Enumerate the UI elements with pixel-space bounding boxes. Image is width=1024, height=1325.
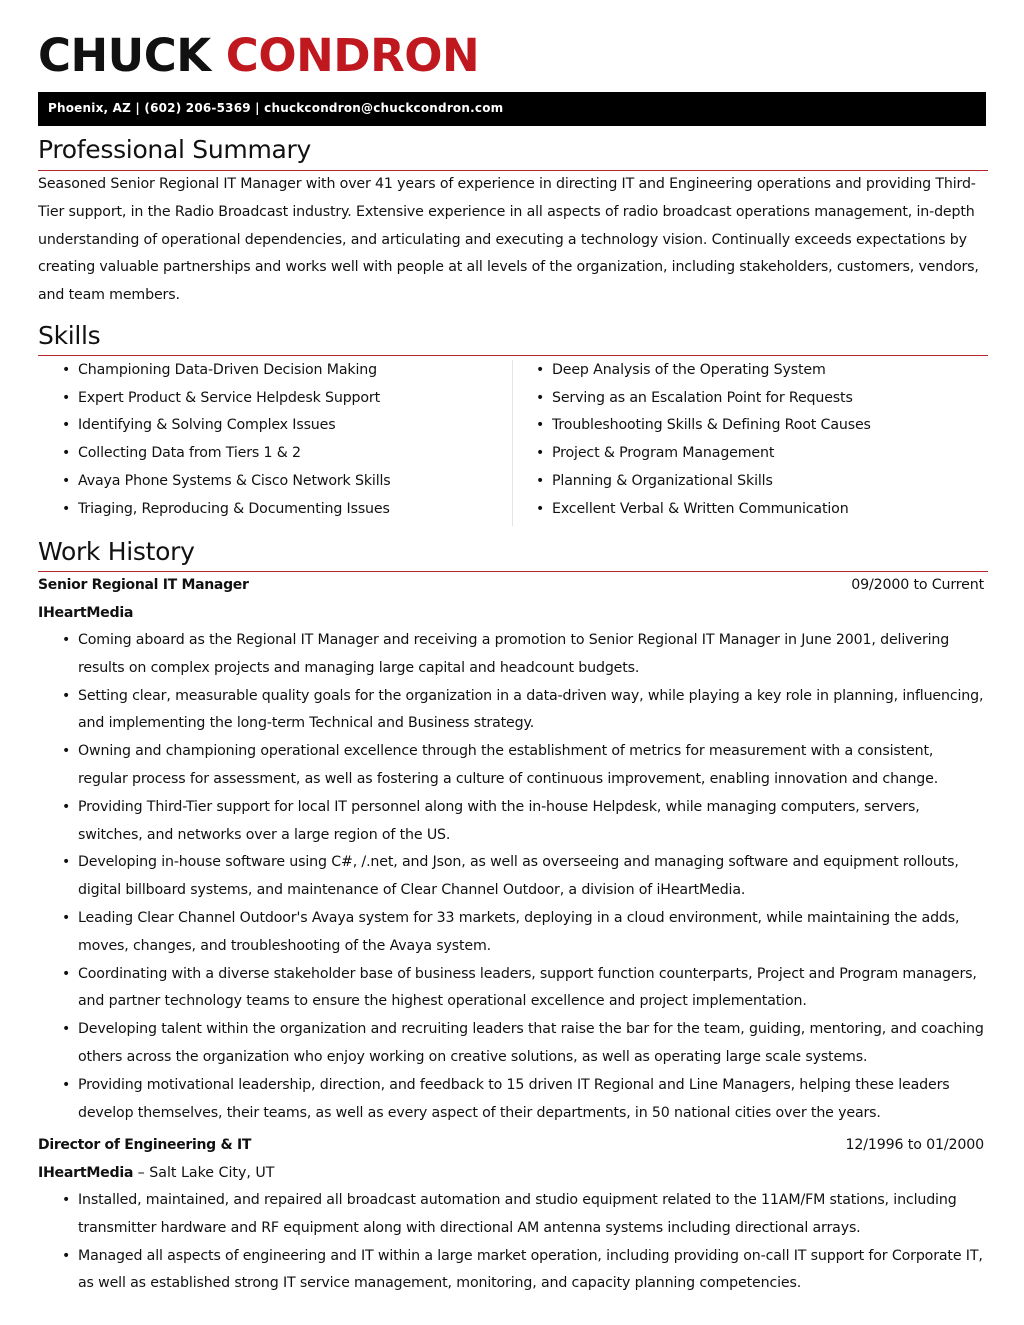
job-bullet: • Developing in-house software using C#, /.net, and Json, as well as overseeing and managing software and equipment rollouts, digital billboard systems, and maintenance of Clear Channel Outdoor, a division of iHeartMedia.: [38, 849, 984, 905]
job-bullet: • Providing Third-Tier support for local IT personnel along with the in-house Helpdesk, while managing computers, servers, switches, and networks over a large region of the US.: [38, 794, 984, 850]
skill-item: • Expert Product & Service Helpdesk Support: [38, 385, 391, 413]
job-bullet: • Installed, maintained, and repaired all broadcast automation and studio equipment related to the 11AM/FM stations, including transmitter hardware and RF equipment along with directional AM antenna systems including directional arrays.: [38, 1187, 984, 1243]
company-name: IHeartMedia: [38, 1165, 134, 1181]
skill-item: • Project & Program Management: [512, 440, 871, 468]
last-name: CONDRON: [225, 29, 480, 82]
job-bullet: • Coordinating with a diverse stakeholder base of business leaders, support function counterparts, Project and Program managers, and partner technology teams to ensure the highest operational excellence and project implementation.: [38, 961, 984, 1017]
skill-item: • Championing Data-Driven Decision Making: [38, 357, 391, 385]
job-dates: 12/1996 to 01/2000: [845, 1137, 984, 1153]
job-bullet: • Providing motivational leadership, direction, and feedback to 15 driven IT Regional and Line Managers, helping these leaders develop themselves, their teams, as well as every aspect of their departments, in 50 national cities over the years.: [38, 1072, 984, 1128]
job-bullet: • Owning and championing operational excellence through the establishment of metrics for measurement with a consistent, regular process for assessment, as well as fostering a culture of continuous improvement, enabling innovation and change.: [38, 738, 984, 794]
skill-item: • Collecting Data from Tiers 1 & 2: [38, 440, 391, 468]
first-name: CHUCK: [38, 29, 211, 82]
job-title: Senior Regional IT Manager: [38, 577, 249, 593]
job-bullet: • Leading Clear Channel Outdoor's Avaya system for 33 markets, deploying in a cloud environment, while maintaining the adds, moves, changes, and troubleshooting of the Avaya system.: [38, 905, 984, 961]
skills-list-left: [38, 357, 391, 523]
summary-text: Seasoned Senior Regional IT Manager with over 41 years of experience in directing IT and Engineering operations and providing Third-Tier support, in the Radio Broadcast industry. Extensive experience in all aspects of radio broadcast operations management, in-depth understanding of operational dependencies, and articulating and executing a technology vision. Continually exceeds expectations by creating valuable partnerships and works well with people at all levels of the organization, including stakeholders, customers, vendors, and team members.: [38, 176, 979, 304]
skill-item: • Avaya Phone Systems & Cisco Network Skills: [38, 468, 391, 496]
contact-info: Phoenix, AZ | (602) 206-5369 | chuckcondron@chuckcondron.com: [48, 101, 504, 115]
summary-heading: Professional Summary: [38, 135, 312, 164]
skill-item: • Troubleshooting Skills & Defining Root Causes: [512, 412, 871, 440]
candidate-name: [38, 30, 479, 82]
work-history-heading: Work History: [38, 537, 195, 566]
job-bullets: [38, 627, 984, 1127]
job-company: [38, 1165, 274, 1181]
job-title: Director of Engineering & IT: [38, 1137, 252, 1153]
skill-item: • Identifying & Solving Complex Issues: [38, 412, 391, 440]
skills-divider-line: [38, 355, 988, 356]
skill-item: • Serving as an Escalation Point for Requests: [512, 385, 871, 413]
skill-item: • Planning & Organizational Skills: [512, 468, 871, 496]
skill-item: • Deep Analysis of the Operating System: [512, 357, 871, 385]
company-location: – Salt Lake City, UT: [133, 1165, 275, 1181]
skills-list-right: [512, 357, 871, 523]
job-company: [38, 605, 133, 621]
job-bullets: [38, 1187, 984, 1298]
skills-heading: Skills: [38, 321, 101, 350]
job-bullet: • Coming aboard as the Regional IT Manager and receiving a promotion to Senior Regional IT Manager in June 2001, delivering results on complex projects and managing large capital and headcount budgets.: [38, 627, 984, 683]
job-bullet: • Developing talent within the organization and recruiting leaders that raise the bar for the team, guiding, mentoring, and coaching others across the organization who enjoy working on creative solutions, as well as operating large scale systems.: [38, 1016, 984, 1072]
job-bullet: • Managed all aspects of engineering and IT within a large market operation, including providing on-call IT support for Corporate IT, as well as established strong IT service management, monitoring, and capacity planning competencies.: [38, 1243, 984, 1299]
job-dates: 09/2000 to Current: [851, 577, 984, 593]
job-bullet: • Setting clear, measurable quality goals for the organization in a data-driven way, while playing a key role in planning, influencing, and implementing the long-term Technical and Business strategy.: [38, 683, 984, 739]
work-history-divider: [38, 571, 988, 572]
contact-bar: [38, 92, 986, 126]
company-name: IHeartMedia: [38, 605, 134, 621]
skill-item: • Triaging, Reproducing & Documenting Issues: [38, 496, 391, 524]
skill-item: • Excellent Verbal & Written Communication: [512, 496, 871, 524]
